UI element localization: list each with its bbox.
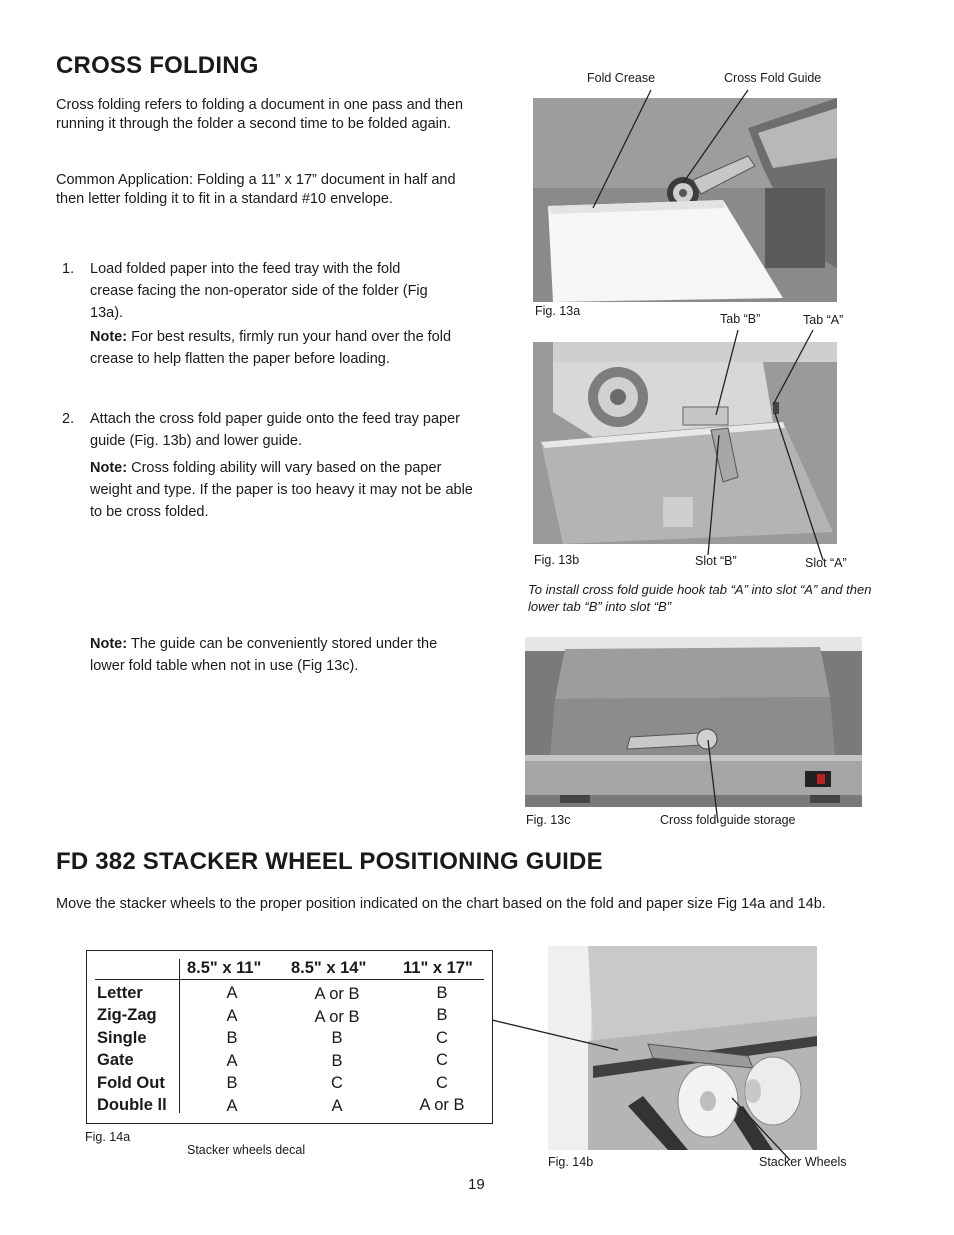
fig-14a-label: Fig. 14a: [85, 1130, 131, 1144]
table-cell: C: [436, 1074, 448, 1092]
fig-14b-caption: Stacker Wheels: [759, 1155, 847, 1169]
row-label: Zig-Zag: [97, 1006, 157, 1024]
stacker-wheels-decal: [86, 950, 493, 1124]
row-label: Gate: [97, 1051, 134, 1069]
callout-fold-crease: Fold Crease: [587, 71, 656, 85]
table-cell: A: [331, 1097, 343, 1115]
table-cell: B: [226, 1074, 238, 1092]
fig-13b-label: Fig. 13b: [534, 553, 580, 567]
table-cell: B: [331, 1029, 343, 1047]
row-label: Single: [97, 1029, 147, 1047]
note-text: The guide can be conveniently stored under the lower fold table when not in use (Fig 13c).: [90, 636, 438, 674]
page-number: 19: [468, 1176, 485, 1193]
table-cell: A or B: [314, 1008, 360, 1026]
callout-tab-b: Tab “B”: [720, 312, 761, 326]
table-cell: B: [436, 1006, 448, 1024]
callout-cross-fold-guide: Cross Fold Guide: [724, 71, 822, 85]
note-text: For best results, firmly run your hand over the fold crease to help flatten the paper before loading.: [90, 329, 452, 367]
fig-13c-label: Fig. 13c: [526, 813, 571, 827]
table-cell: B: [436, 984, 448, 1002]
header-rule: [95, 979, 484, 980]
table-cell: A: [226, 984, 238, 1002]
step-2-text: Attach the cross fold paper guide onto the feed tray paper guide (Fig. 13b) and lower guide.: [90, 411, 460, 449]
note-text: Cross folding ability will vary based on the paper weight and type. If the paper is too heavy it may not be able to be cross folded.: [90, 460, 473, 520]
table-cell: A or B: [314, 985, 360, 1003]
table-cell: A or B: [419, 1096, 465, 1114]
row-label: Fold Out: [97, 1074, 165, 1092]
row-label: Double ll: [97, 1096, 167, 1114]
note-label: Note:: [90, 460, 128, 476]
stacker-intro: Move the stacker wheels to the proper position indicated on the chart based on the fold and paper size Fig 14a and 14b.: [56, 896, 826, 912]
step-2-number: 2.: [62, 411, 75, 427]
step-2-note: [90, 457, 475, 523]
callout-slot-b: Slot “B”: [695, 554, 737, 568]
note-label: Note:: [90, 636, 128, 652]
cross-folding-application: Common Application: Folding a 11” x 17” document in half and then letter folding it to fit in a standard #10 envelope.: [56, 172, 456, 207]
callout-tab-a: Tab “A”: [803, 313, 844, 327]
row-label: Letter: [97, 984, 143, 1002]
step-1-text: Load folded paper into the feed tray with the fold crease facing the non-operator side of the folder (Fig 13a).: [90, 261, 428, 321]
fig-13b-instruction: To install cross fold guide hook tab “A” into slot “A” and then lower tab “B” into slot “B”: [528, 582, 872, 614]
fig-13b-callout-lines: [533, 325, 837, 565]
storage-note: [90, 633, 475, 677]
fig-14-callout-lines: [490, 1015, 830, 1165]
fig-14a-caption: Stacker wheels decal: [187, 1143, 306, 1157]
callout-slot-a: Slot “A”: [805, 556, 847, 570]
table-cell: B: [226, 1029, 238, 1047]
fig-13c-caption: Cross fold guide storage: [660, 813, 796, 827]
column-header: 11" x 17": [403, 959, 473, 977]
fig-14b-label: Fig. 14b: [548, 1155, 594, 1169]
table-cell: A: [226, 1097, 238, 1115]
table-cell: C: [331, 1074, 343, 1092]
cross-folding-intro: Cross folding refers to folding a document in one pass and then running it through the folder a second time to be folded again.: [56, 97, 464, 132]
step-1-note: [90, 326, 460, 370]
column-header: 8.5" x 14": [291, 959, 367, 977]
fig-13c-photo: [525, 637, 862, 807]
section-title-cross-folding: CROSS FOLDING: [56, 52, 259, 79]
note-label: Note:: [90, 329, 128, 345]
table-cell: A: [226, 1052, 238, 1070]
table-cell: B: [331, 1052, 343, 1070]
table-cell: C: [436, 1051, 448, 1069]
fig-13c-callout-line: [700, 735, 760, 825]
table-cell: C: [436, 1029, 448, 1047]
step-1-number: 1.: [62, 261, 75, 277]
fig-13a-callout-lines: [533, 88, 763, 213]
section-title-stacker: FD 382 STACKER WHEEL POSITIONING GUIDE: [56, 848, 603, 875]
fig-13a-label: Fig. 13a: [535, 304, 581, 318]
column-header: 8.5" x 11": [187, 959, 262, 977]
table-cell: A: [226, 1007, 238, 1025]
